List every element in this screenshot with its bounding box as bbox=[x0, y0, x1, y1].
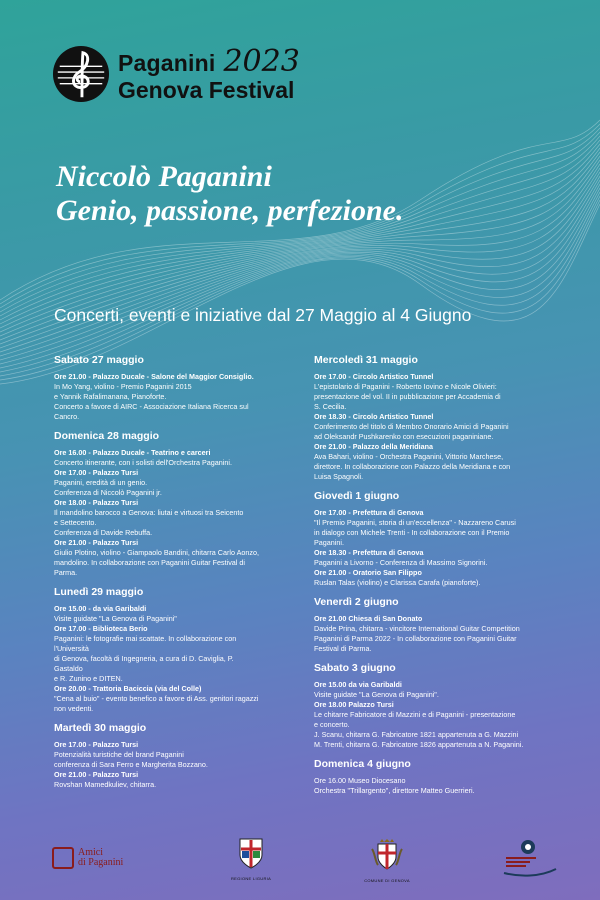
event-description: e concerto. bbox=[314, 720, 350, 729]
event-description: Paganini: le fotografie mai scattate. In collaborazione con bbox=[54, 634, 237, 643]
festival-logo bbox=[52, 45, 300, 103]
event-time-venue: Ore 21.00 - Palazzo Ducale - Salone del Maggior Consiglio. bbox=[54, 372, 254, 381]
event-time-venue: Ore 21.00 Chiesa di San Donato bbox=[314, 614, 423, 623]
event-description: Davide Prina, chitarra - vincitore International Guitar Competition bbox=[314, 624, 520, 633]
subtitle: Concerti, eventi e iniziative dal 27 Maggio al 4 Giugno bbox=[54, 305, 472, 325]
event-description: In Mo Yang, violino - Premio Paganini 2015 bbox=[54, 382, 192, 391]
event-description: Concerto a favore di AIRC - Associazione Italiana Ricerca sul bbox=[54, 402, 249, 411]
event-description: di Genova, facoltà di Ingegneria, a cura di D. Caviglia, P. bbox=[54, 654, 234, 663]
event-description: Paganini. bbox=[314, 538, 344, 547]
event-description: J. Scanu, chitarra G. Fabricatore 1821 appartenuta a G. Mazzini bbox=[314, 730, 519, 739]
amici-di-paganini-logo bbox=[52, 847, 123, 869]
sponsor-footer bbox=[0, 835, 600, 890]
event-description: Conferenza di Niccolò Paganini jr. bbox=[54, 488, 162, 497]
amici-line-1: Amici bbox=[78, 847, 103, 858]
event-description: ad Oleksandr Pushkarenko con esecuzioni paganiniane. bbox=[314, 432, 494, 441]
event-description: Giulio Plotino, violino - Giampaolo Bandini, chitarra Carlo Aonzo, bbox=[54, 548, 259, 557]
event-description: e Settecento. bbox=[54, 518, 97, 527]
day-title: Venerdì 2 giugno bbox=[314, 596, 399, 608]
event-description: Ruslan Talas (violino) e Clarissa Carafa (pianoforte). bbox=[314, 578, 481, 587]
event-description: "Il Premio Paganini, storia di un'eccellenza" - Nazzareno Carusi bbox=[314, 518, 516, 527]
treble-clef-logo-icon bbox=[52, 45, 110, 103]
event-description: Orchestra "Trillargento", direttore Matteo Guerrieri. bbox=[314, 786, 475, 795]
event-description: Luisa Spagnoli. bbox=[314, 472, 364, 481]
event-time-venue: Ore 15.00 da via Garibaldi bbox=[314, 680, 402, 689]
event-time-venue: Ore 17.00 - Palazzo Tursi bbox=[54, 740, 139, 749]
day-giovedi-1-giugno bbox=[314, 490, 554, 588]
day-title: Martedì 30 maggio bbox=[54, 722, 147, 734]
day-domenica-28-maggio bbox=[54, 430, 294, 578]
event-description: "Cena al buio" - evento benefico a favore di Ass. genitori ragazzi bbox=[54, 694, 259, 703]
day-title: Domenica 28 maggio bbox=[54, 430, 160, 442]
event-description: non vedenti. bbox=[54, 704, 94, 713]
genova-coat-of-arms-icon bbox=[370, 839, 404, 871]
liguria-label: REGIONE LIGURIA bbox=[230, 876, 272, 881]
event-description: l'Università bbox=[54, 644, 89, 653]
event-time-venue: Ore 18.30 - Circolo Artistico Tunnel bbox=[314, 412, 434, 421]
comune-di-genova-logo bbox=[354, 839, 420, 883]
day-title: Giovedì 1 giugno bbox=[314, 490, 400, 502]
day-lunedi-29-maggio bbox=[54, 586, 294, 714]
event-description: Conferenza di Davide Rebuffa. bbox=[54, 528, 153, 537]
event-description: Cancro. bbox=[54, 412, 80, 421]
event-time-venue: Ore 18.30 - Prefettura di Genova bbox=[314, 548, 424, 557]
event-time-venue: Ore 16.00 - Palazzo Ducale - Teatrino e carceri bbox=[54, 448, 211, 457]
program-right-column bbox=[314, 354, 554, 804]
event-time-venue: Ore 18.00 - Palazzo Tursi bbox=[54, 498, 139, 507]
event-description: Visite guidate "La Genova di Paganini" bbox=[54, 614, 177, 623]
day-venerdi-2-giugno bbox=[314, 596, 554, 654]
regione-liguria-logo bbox=[226, 837, 276, 881]
day-domenica-4-giugno bbox=[314, 758, 554, 796]
logo-name: Paganini bbox=[118, 49, 216, 76]
day-sabato-3-giugno bbox=[314, 662, 554, 750]
logo-year: 2023 bbox=[223, 43, 300, 79]
event-description: Ava Bahari, violino - Orchestra Paganini, Vittorio Marchese, bbox=[314, 452, 504, 461]
event-description: Visite guidate "La Genova di Paganini". bbox=[314, 690, 439, 699]
event-description: presentazione del vol. II in pubblicazione per Accademia di bbox=[314, 392, 501, 401]
event-description: Festival di Parma. bbox=[314, 644, 372, 653]
event-time-venue: Ore 21.00 - Oratorio San Filippo bbox=[314, 568, 422, 577]
amici-line-2: di Paganini bbox=[78, 857, 124, 868]
event-description: Potenzialità turistiche del brand Paganini bbox=[54, 750, 184, 759]
event-description: Gastaldo bbox=[54, 664, 83, 673]
event-description: Parma. bbox=[54, 568, 78, 577]
day-title: Sabato 3 giugno bbox=[314, 662, 396, 674]
amici-mark-icon bbox=[52, 847, 74, 869]
day-mercoledi-31-maggio bbox=[314, 354, 554, 482]
event-description: conferenza di Sara Ferro e Margherita Bozzano. bbox=[54, 760, 208, 769]
event-time-venue: Ore 17.00 - Circolo Artistico Tunnel bbox=[314, 372, 434, 381]
event-description: Le chitarre Fabricatore di Mazzini e di Paganini - presentazione bbox=[314, 710, 516, 719]
day-martedi-30-maggio bbox=[54, 722, 294, 790]
event-description: Paganini, eredità di un genio. bbox=[54, 478, 148, 487]
event-description: S. Cecilia. bbox=[314, 402, 347, 411]
event-time-venue: Ore 20.00 - Trattoria Baciccia (via del Colle) bbox=[54, 684, 202, 693]
event-time-venue: Ore 17.00 - Biblioteca Berio bbox=[54, 624, 148, 633]
event-description: Ore 16.00 Museo Diocesano bbox=[314, 776, 406, 785]
program-left-column bbox=[54, 354, 294, 798]
genova-label: COMUNE DI GENOVA bbox=[364, 878, 410, 883]
event-time-venue: Ore 21.00 - Palazzo della Meridiana bbox=[314, 442, 434, 451]
teatro-boat-logo-icon bbox=[500, 839, 558, 879]
event-description: in dialogo con Michele Trenti - In collaborazione con il Premio bbox=[314, 528, 510, 537]
event-description: Paganini di Parma 2022 - In collaborazione con Paganini Guitar bbox=[314, 634, 517, 643]
logo-subtitle: Genova Festival bbox=[118, 76, 295, 103]
teatro-logo bbox=[500, 839, 558, 884]
event-description: e R. Zunino e DITEN. bbox=[54, 674, 123, 683]
headline bbox=[56, 160, 404, 228]
event-description: Concerto itinerante, con i solisti dell'Orchestra Paganini. bbox=[54, 458, 232, 467]
event-time-venue: Ore 18.00 Palazzo Tursi bbox=[314, 700, 394, 709]
event-description: Conferimento del titolo di Membro Onorario Amici di Paganini bbox=[314, 422, 509, 431]
liguria-crest-icon bbox=[238, 837, 264, 869]
day-sabato-27-maggio bbox=[54, 354, 294, 422]
event-time-venue: Ore 15.00 - da via Garibaldi bbox=[54, 604, 147, 613]
event-time-venue: Ore 21.00 - Palazzo Tursi bbox=[54, 538, 139, 547]
event-time-venue: Ore 17.00 - Palazzo Tursi bbox=[54, 468, 139, 477]
headline-line-2: Genio, passione, perfezione. bbox=[56, 194, 404, 227]
day-title: Lunedì 29 maggio bbox=[54, 586, 144, 598]
day-title: Mercoledì 31 maggio bbox=[314, 354, 418, 366]
event-description: e Yannik Rafalimanana, Pianoforte. bbox=[54, 392, 167, 401]
event-description: M. Trenti, chitarra G. Fabricatore 1826 appartenuta a N. Paganini. bbox=[314, 740, 524, 749]
day-title: Sabato 27 maggio bbox=[54, 354, 144, 366]
event-description: Paganini a Livorno - Conferenza di Massimo Signorini. bbox=[314, 558, 488, 567]
day-title: Domenica 4 giugno bbox=[314, 758, 411, 770]
event-description: mandolino. In collaborazione con Paganini Guitar Festival di bbox=[54, 558, 245, 567]
event-description: Il mandolino barocco a Genova: liutai e virtuosi tra Seicento bbox=[54, 508, 244, 517]
event-description: L'epistolario di Paganini - Roberto Iovino e Nicole Olivieri: bbox=[314, 382, 497, 391]
event-time-venue: Ore 21.00 - Palazzo Tursi bbox=[54, 770, 139, 779]
event-description: Rovshan Mamedkuliev, chitarra. bbox=[54, 780, 157, 789]
event-description: direttore. In collaborazione con Palazzo della Meridiana e con bbox=[314, 462, 511, 471]
headline-line-1: Niccolò Paganini bbox=[56, 160, 272, 193]
event-time-venue: Ore 17.00 - Prefettura di Genova bbox=[314, 508, 424, 517]
